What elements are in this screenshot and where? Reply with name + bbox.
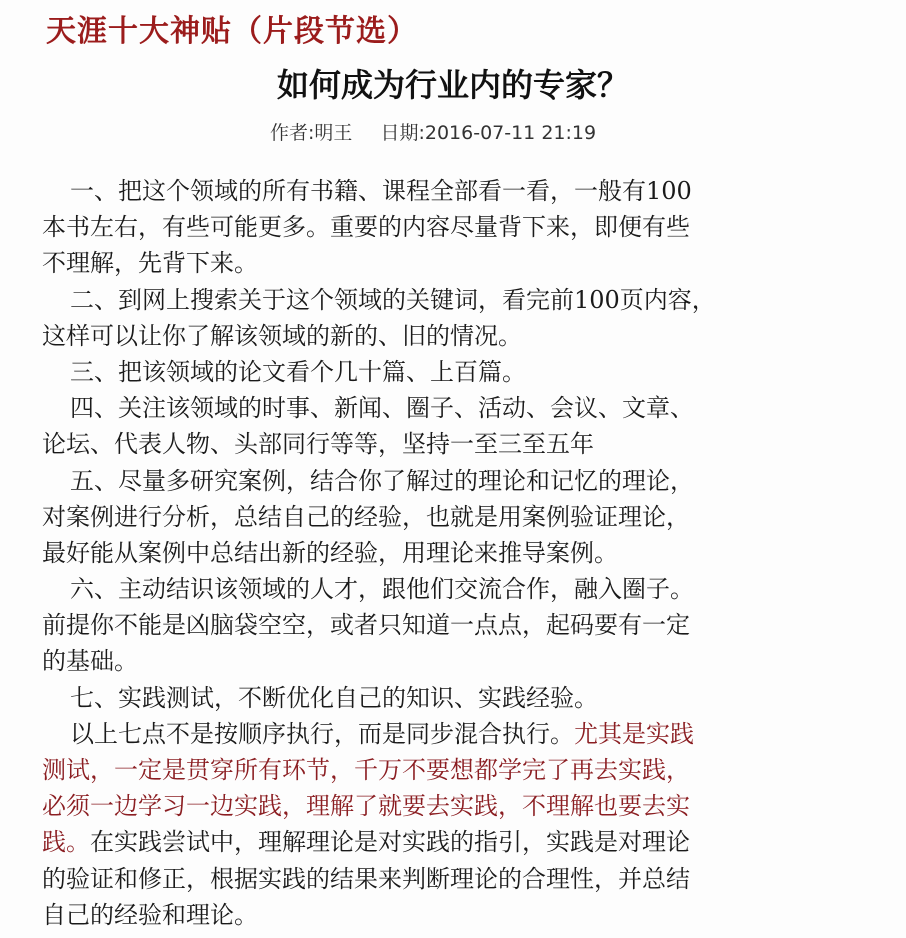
body-line-emphasis: 必须一边学习一边实践，理解了就要去实践，不理解也要去实 [42,792,690,821]
body-line-emphasis: 尤其是实践 [574,719,694,748]
body-line-text: 对案例进行分析，总结自己的经验，也就是用案例验证理论， [42,502,690,531]
body-line [42,752,792,788]
article-title: 如何成为行业内的专家？ [276,66,629,104]
body-line [42,861,792,897]
body-line [42,463,792,499]
body-line-text: 论坛、代表人物、头部同行等等，坚持一至三至五年 [42,430,594,459]
body-line [42,535,792,571]
body-line [42,209,792,245]
banner-heading: 天涯十大神贴（片段节选） [46,14,418,49]
body-line [42,354,792,390]
date-label: 日期:2016-07-11 21:19 [380,122,597,144]
body-line [42,897,792,933]
body-line-text: 的验证和修正，根据实践的结果来判断理论的合理性，并总结 [42,864,690,893]
body-line-text: 六、主动结识该领域的人才，跟他们交流合作，融入圈子。 [70,575,694,604]
body-line-text: 一、把这个领域的所有书籍、课程全部看一看，一般有100 [70,177,692,205]
body-line-text: 四、关注该领域的时事、新闻、圈子、活动、会议、文章、 [70,394,694,423]
body-line [42,499,792,535]
body-line [42,245,792,281]
body-line-text: 在实践尝试中，理解理论是对实践的指引，实践是对理论 [90,828,690,857]
body-line-text: 以上七点不是按顺序执行，而是同步混合执行。 [70,719,574,748]
body-line [42,426,792,462]
body-line-text: 七、实践测试，不断优化自己的知识、实践经验。 [70,683,598,712]
body-line [42,607,792,643]
body-line [42,824,792,860]
article-meta [270,118,596,145]
body-line [42,282,792,318]
body-line [42,643,792,679]
body-line-text: 的基础。 [42,647,138,676]
body-line [42,788,792,824]
body-line [42,173,792,209]
body-line-text: 这样可以让你了解该领域的新的、旧的情况。 [42,321,522,350]
body-line-text: 五、尽量多研究案例，结合你了解过的理论和记忆的理论， [70,466,694,495]
body-line [42,680,792,716]
body-line-text: 最好能从案例中总结出新的经验，用理论来推导案例。 [42,538,618,567]
article-body [42,173,792,933]
body-line [42,716,792,752]
body-line [42,318,792,354]
body-line-text: 自己的经验和理论。 [42,900,258,929]
body-line-text: 三、把该领域的论文看个几十篇、上百篇。 [70,357,526,386]
body-line [42,390,792,426]
body-line-text: 前提你不能是凶脑袋空空，或者只知道一点点，起码要有一定 [42,611,690,640]
body-line-text: 不理解，先背下来。 [42,249,258,278]
body-line [42,571,792,607]
body-line-emphasis: 践。 [42,828,90,857]
body-line-emphasis: 测试，一定是贯穿所有环节，千万不要想都学完了再去实践， [42,756,690,784]
body-line-text: 本书左右，有些可能更多。重要的内容尽量背下来，即便有些 [42,213,690,242]
body-line-text: 二、到网上搜索关于这个领域的关键词，看完前100页内容， [70,285,716,314]
author-label: 作者:明王 [270,122,353,144]
